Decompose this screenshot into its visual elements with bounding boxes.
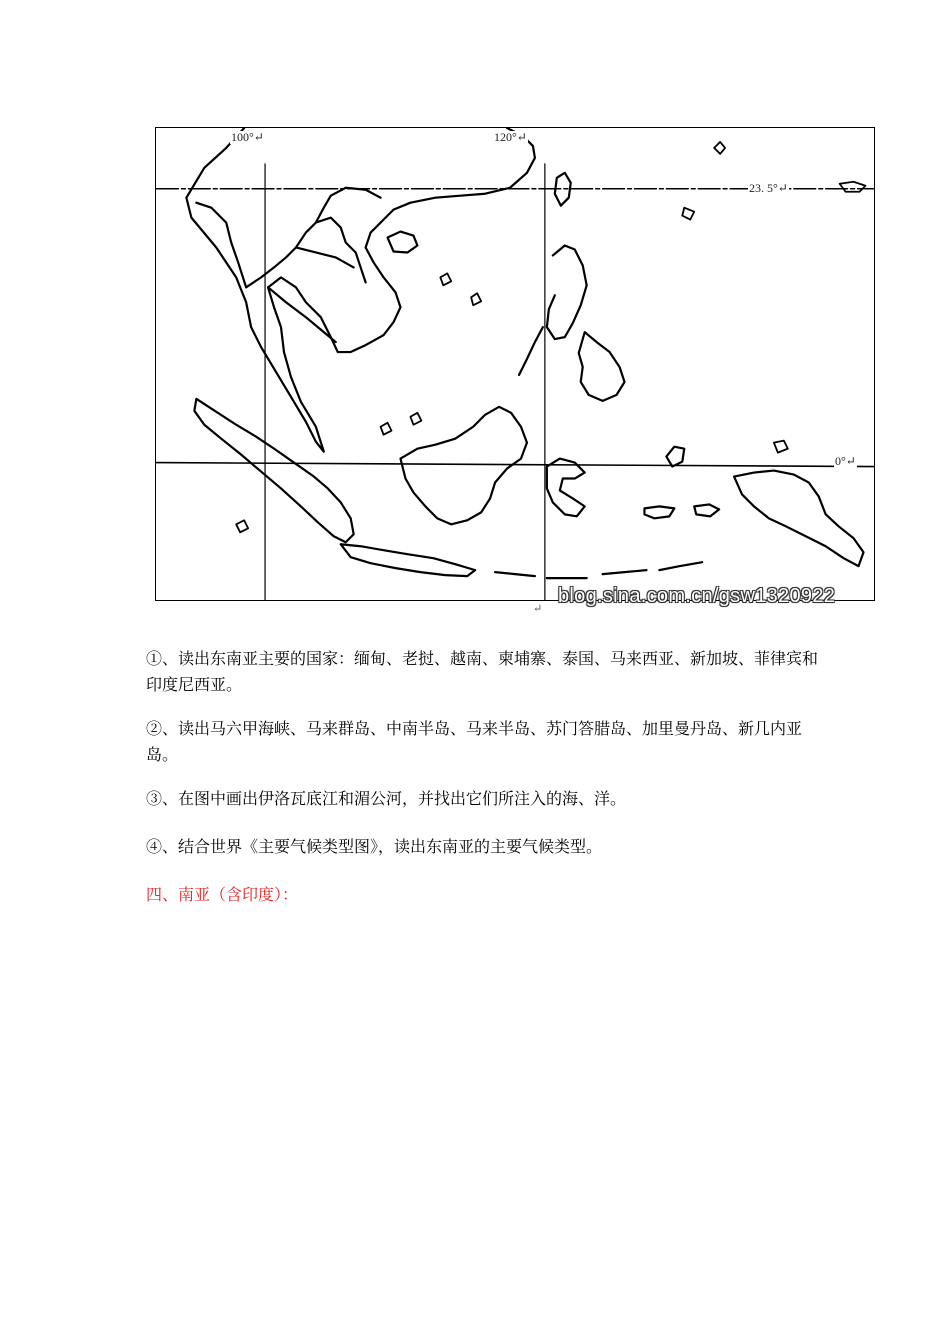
indochina-borders bbox=[246, 188, 380, 342]
hainan-island bbox=[388, 232, 418, 253]
question-4: ④、结合世界《主要气候类型图》，读出东南亚的主要气候类型。 bbox=[146, 837, 603, 856]
myanmar-border bbox=[196, 203, 246, 288]
section-heading-south-asia: 四、南亚（含印度）： bbox=[146, 885, 299, 904]
southeast-asia-outline-map bbox=[155, 127, 875, 601]
question-3: ③、在图中画出伊洛瓦底江和湄公河，并找出它们所注入的海、洋。 bbox=[146, 789, 627, 808]
blog-watermark: blog.sina.com.cn/gsw1320922 bbox=[558, 585, 836, 607]
label-latitude-equator: 0°↵ bbox=[835, 454, 856, 468]
label-latitude-tropic: 23. 5°↵ bbox=[749, 181, 788, 195]
mainland-coast bbox=[186, 128, 535, 452]
question-1: ①、读出东南亚主要的国家：缅甸、老挝、越南、柬埔寨、泰国、马来西亚、新加坡、菲律宾和印度尼西亚。 bbox=[146, 649, 819, 694]
new-guinea-island bbox=[734, 471, 863, 567]
philippines-islands bbox=[519, 246, 625, 401]
paragraph-return-mark: ↵ bbox=[533, 602, 543, 615]
sulawesi-island bbox=[547, 459, 585, 517]
borneo-island bbox=[400, 407, 526, 525]
java-island bbox=[341, 544, 475, 576]
question-2: ②、读出马六甲海峡、马来群岛、中南半岛、马来半岛、苏门答腊岛、加里曼丹岛、新几内亚岛。 bbox=[146, 719, 803, 764]
moluccas-islands bbox=[644, 447, 719, 519]
label-longitude-120: 120°↵ bbox=[494, 130, 527, 144]
map-drawing bbox=[156, 128, 874, 600]
sumatra-island bbox=[194, 399, 353, 542]
lesser-sunda-islands bbox=[495, 562, 702, 578]
label-longitude-100: 100°↵ bbox=[231, 130, 264, 144]
